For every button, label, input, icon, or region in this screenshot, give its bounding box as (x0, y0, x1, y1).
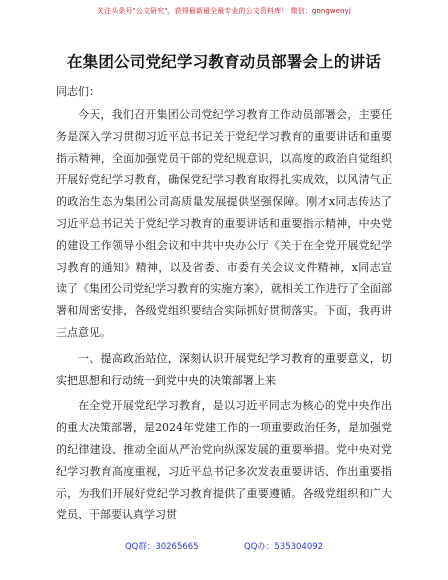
section-heading-1: 一、提高政治站位，深刻认识开展党纪学习教育的重要意义，切实把思想和行动统一到党中央的决策部署上来 (56, 351, 392, 387)
paragraph-section-1: 在全党开展党纪学习教育，是以习近平同志为核心的党中央作出的重大决策部署，是2024年党建工作的一项重要政治任务，是加强党的纪律建设、推动全面从严治党向纵深发展的重要举措。党中央对党纪学习教育高度重视，习近平总书记多次发表重要讲话、作出重要指示，为我们开展好党纪学习教育提供了重要遵循。各级党组织和广大党员、干部要认真学习贯 (56, 399, 392, 522)
footer-contact (0, 540, 448, 552)
footer-qq-group: QQ群：30265665 (124, 542, 199, 552)
top-banner: 关注头条号"公文研究"，获得最新最全最专业的公文资料库！ 微信：gongwenyj (97, 7, 351, 15)
document-body (56, 104, 392, 530)
paragraph-intro: 今天，我们召开集团公司党纪学习教育工作动员部署会，主要任务是深入学习贯彻习近平总书记关于党纪学习教育的重要讲话和重要指示精神，全面加强党员干部的党纪规意识，以高度的政治自觉组织开展好党纪学习教育，确保党纪学习教育取得扎实成效，以风清气正的政治生态为集团公司高质量发展提供坚强保障。刚才x同志传达了习近平总书记关于党纪学习教育的重要讲话和重要指示精神，中央党的建设工作领导小组会议和中共中央办公厅《关于在全党开展党纪学习教育的通知》精神，以及省委、市委有关会议文件精神，x同志宣读了《集团公司党纪学习教育的实施方案》，就相关工作进行了全面部署和周密安排，各级党组织要结合实际抓好贯彻落实。下面，我再讲三点意见。 (56, 108, 392, 339)
footer-qq: QQ办：535304092 (244, 542, 324, 552)
document-title: 在集团公司党纪学习教育动员部署会上的讲话 (66, 52, 381, 71)
greeting: 同志们： (56, 85, 100, 98)
